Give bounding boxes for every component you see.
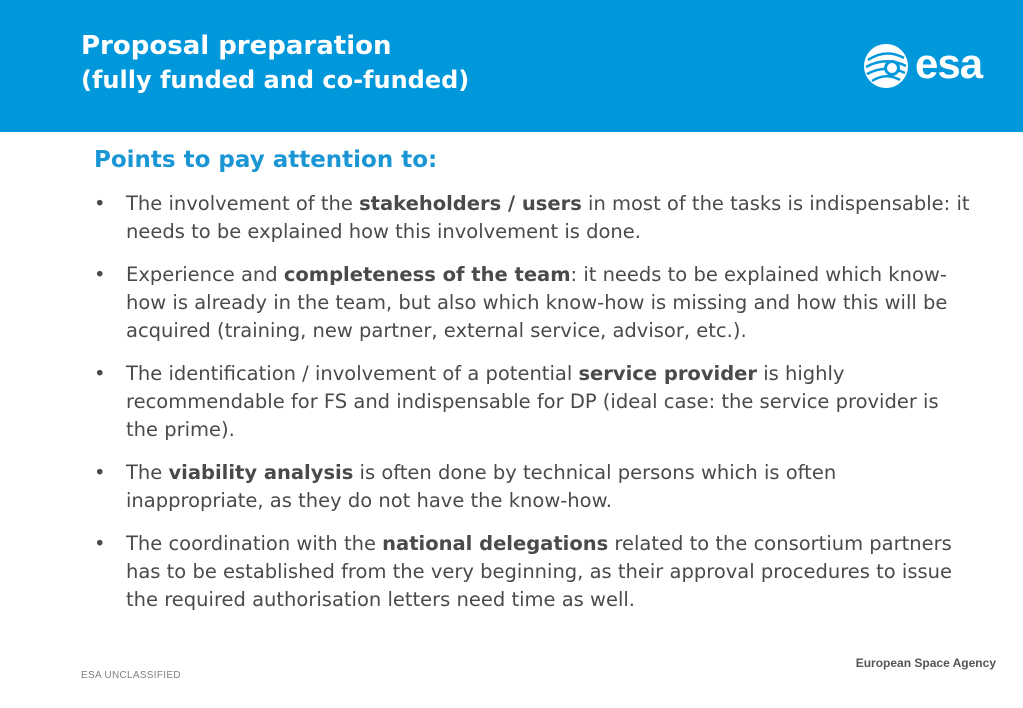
- bullet-text: is often done by technical persons which is often inappropriate, as they do not have the know-how.: [126, 461, 837, 512]
- bullet-item: [94, 530, 974, 614]
- classification-label: ESA UNCLASSIFIED: [81, 670, 181, 681]
- bullet-item: [94, 261, 974, 345]
- bullet-text: : it needs to be explained which know-how is already in the team, but also which know-how is missing and how this will be acquired (training, new partner, external service, advisor, etc.).: [126, 263, 948, 342]
- agency-name: European Space Agency: [855, 656, 996, 670]
- section-heading: Points to pay attention to:: [94, 147, 438, 173]
- bullet-text: The: [126, 461, 169, 484]
- bullet-text: The involvement of the: [126, 192, 360, 215]
- bullet-marker-icon: •: [94, 192, 106, 215]
- slide-header: [0, 0, 1023, 132]
- bullet-text: is highly recommendable for FS and indispensable for DP (ideal case: the service provider is the prime).: [126, 362, 939, 441]
- bullet-marker-icon: •: [94, 362, 106, 385]
- bullet-emphasis: viability analysis: [168, 461, 354, 484]
- bullet-text: in most of the tasks is indispensable: it needs to be explained how this involvement is done.: [126, 192, 970, 243]
- bullet-marker-icon: •: [94, 461, 106, 484]
- bullet-emphasis: service provider: [578, 362, 758, 385]
- bullet-emphasis: stakeholders / users: [359, 192, 582, 215]
- bullet-item: [94, 190, 974, 246]
- bullet-emphasis: national delegations: [382, 532, 609, 555]
- bullet-text: The coordination with the: [126, 532, 383, 555]
- bullet-item: [94, 459, 974, 515]
- bullet-item: [94, 360, 974, 444]
- bullet-emphasis: completeness of the team: [283, 263, 571, 286]
- bullet-text: related to the consortium partners has to be established from the very beginning, as their approval procedures to issue the required authorisation letters need time as well.: [126, 532, 953, 611]
- bullet-marker-icon: •: [94, 263, 106, 286]
- esa-logo-text: esa: [915, 40, 983, 87]
- bullet-list: [94, 190, 974, 614]
- slide-title: Proposal preparation: [81, 31, 392, 61]
- bullet-marker-icon: •: [94, 532, 106, 555]
- bullet-text: Experience and: [126, 263, 284, 286]
- slide-subtitle: (fully funded and co-funded): [81, 66, 470, 94]
- bullet-text: The identification / involvement of a potential: [126, 362, 579, 385]
